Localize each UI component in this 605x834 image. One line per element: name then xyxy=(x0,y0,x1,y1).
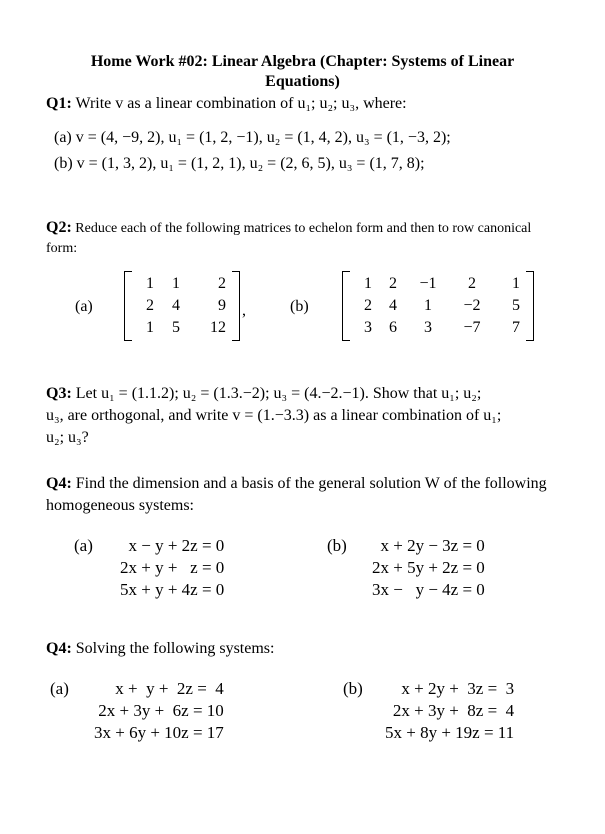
solving-system-b xyxy=(385,678,514,744)
q3-line-3: u₂; u₃? xyxy=(46,429,89,446)
matrix-b-cell: 2 xyxy=(364,297,372,314)
matrix-b-cell: −7 xyxy=(463,319,481,336)
matrix-a-cell: 4 xyxy=(172,297,180,314)
matrix-b-cell: 1 xyxy=(512,275,520,292)
matrix-b-cell: 6 xyxy=(389,319,397,336)
q1-label: Q1: xyxy=(46,95,72,112)
q4-line-2: homogeneous systems: xyxy=(46,497,194,514)
q4-homogeneous-prompt xyxy=(46,473,586,517)
equation: x + y + 2z = 4 xyxy=(115,679,224,698)
q1-text: Write v as a linear combination of u₁; u₂; u₃, where: xyxy=(71,95,407,112)
left-bracket xyxy=(124,271,132,341)
q2-label: Q2: xyxy=(46,219,72,236)
left-bracket xyxy=(342,271,350,341)
matrix-b-cell: 4 xyxy=(389,297,397,314)
equation: 2x + 3y + 6z = 10 xyxy=(98,701,224,720)
q3-line-2: u₃, are orthogonal, and write v = (1.−3.3) as a linear combination of u₁; xyxy=(46,407,502,424)
document-title xyxy=(0,52,605,92)
homogeneous-system-a xyxy=(120,535,224,601)
matrix-a-cell: 12 xyxy=(210,319,226,336)
q3-line-1: Let u₁ = (1.1.2); u₂ = (1.3.−2); u₃ = (4.−2.−1). Show that u₁; u₂; xyxy=(71,385,482,402)
solving-system-a xyxy=(94,678,224,744)
equation: 5x + y + 4z = 0 xyxy=(120,580,225,599)
equation: x + 2y + 3z = 3 xyxy=(401,679,515,698)
matrix-a-cell: 2 xyxy=(146,297,154,314)
q2-text-2: form: xyxy=(46,241,78,256)
matrix-b-cell: 2 xyxy=(389,275,397,292)
q4-solving-prompt xyxy=(46,638,274,660)
q3-label: Q3: xyxy=(46,385,72,402)
matrix-b-cell: 1 xyxy=(364,275,372,292)
matrix-b-cell: 5 xyxy=(512,297,520,314)
q4-homogeneous-b-label: (b) xyxy=(327,536,347,555)
matrix-b-cell: 2 xyxy=(468,275,476,292)
matrix-a xyxy=(124,271,240,341)
matrix-a-cell: 2 xyxy=(218,275,226,292)
q2-comma: , xyxy=(242,302,246,319)
q4-solving-b-label: (b) xyxy=(343,679,363,698)
q1-part-b: (b) v = (1, 3, 2), u₁ = (1, 2, 1), u₂ = (2, 6, 5), u₃ = (1, 7, 8); xyxy=(54,155,425,172)
right-bracket xyxy=(232,271,240,341)
equation: 5x + 8y + 19z = 11 xyxy=(385,723,515,742)
q4-solving-label: Q4: xyxy=(46,640,72,657)
q4-solving-text: Solving the following systems: xyxy=(71,640,275,657)
equation: 2x + 5y + 2z = 0 xyxy=(372,558,485,577)
q4-solving-a-label: (a) xyxy=(50,679,69,698)
matrix-a-cells xyxy=(132,271,232,341)
matrix-b-cell: 3 xyxy=(424,319,432,336)
equation: x − y + 2z = 0 xyxy=(128,536,225,555)
q3-prompt xyxy=(46,383,586,449)
equation: 3x − y − 4z = 0 xyxy=(372,580,485,599)
q2-text: Reduce each of the following matrices to echelon form and then to row canonical xyxy=(71,221,532,236)
q4-line-1: Find the dimension and a basis of the general solution W of the following xyxy=(71,475,547,492)
q2-a-label: (a) xyxy=(75,298,93,315)
matrix-b-cells xyxy=(350,271,526,341)
equation: 3x + 6y + 10z = 17 xyxy=(94,723,224,742)
q2-b-label: (b) xyxy=(290,298,309,315)
matrix-b-cell: −2 xyxy=(463,297,481,314)
q1-part-a: (a) v = (4, −9, 2), u₁ = (1, 2, −1), u₂ = (1, 4, 2), u₃ = (1, −3, 2); xyxy=(54,129,451,146)
right-bracket xyxy=(526,271,534,341)
title-line-1: Home Work #02: Linear Algebra (Chapter: Systems of Linear xyxy=(90,53,515,70)
homogeneous-system-b xyxy=(372,535,485,601)
equation: 2x + 3y + 8z = 4 xyxy=(392,701,515,720)
matrix-b-cell: 3 xyxy=(364,319,372,336)
equation: 2x + y + z = 0 xyxy=(120,558,225,577)
q4-label: Q4: xyxy=(46,475,72,492)
q4-homogeneous-a-label: (a) xyxy=(74,536,93,555)
equation: x + 2y − 3z = 0 xyxy=(380,536,485,555)
matrix-a-cell: 5 xyxy=(172,319,180,336)
q2-prompt xyxy=(46,218,576,259)
matrix-a-cell: 1 xyxy=(146,319,154,336)
matrix-a-cell: 1 xyxy=(146,275,154,292)
matrix-b-cell: 1 xyxy=(424,297,432,314)
matrix-a-cell: 1 xyxy=(172,275,180,292)
matrix-b xyxy=(342,271,534,341)
q1-prompt xyxy=(46,93,407,115)
matrix-b-cell: 7 xyxy=(512,319,520,336)
matrix-b-cell: −1 xyxy=(419,275,437,292)
matrix-a-cell: 9 xyxy=(218,297,226,314)
title-line-2: Equations) xyxy=(265,73,340,90)
